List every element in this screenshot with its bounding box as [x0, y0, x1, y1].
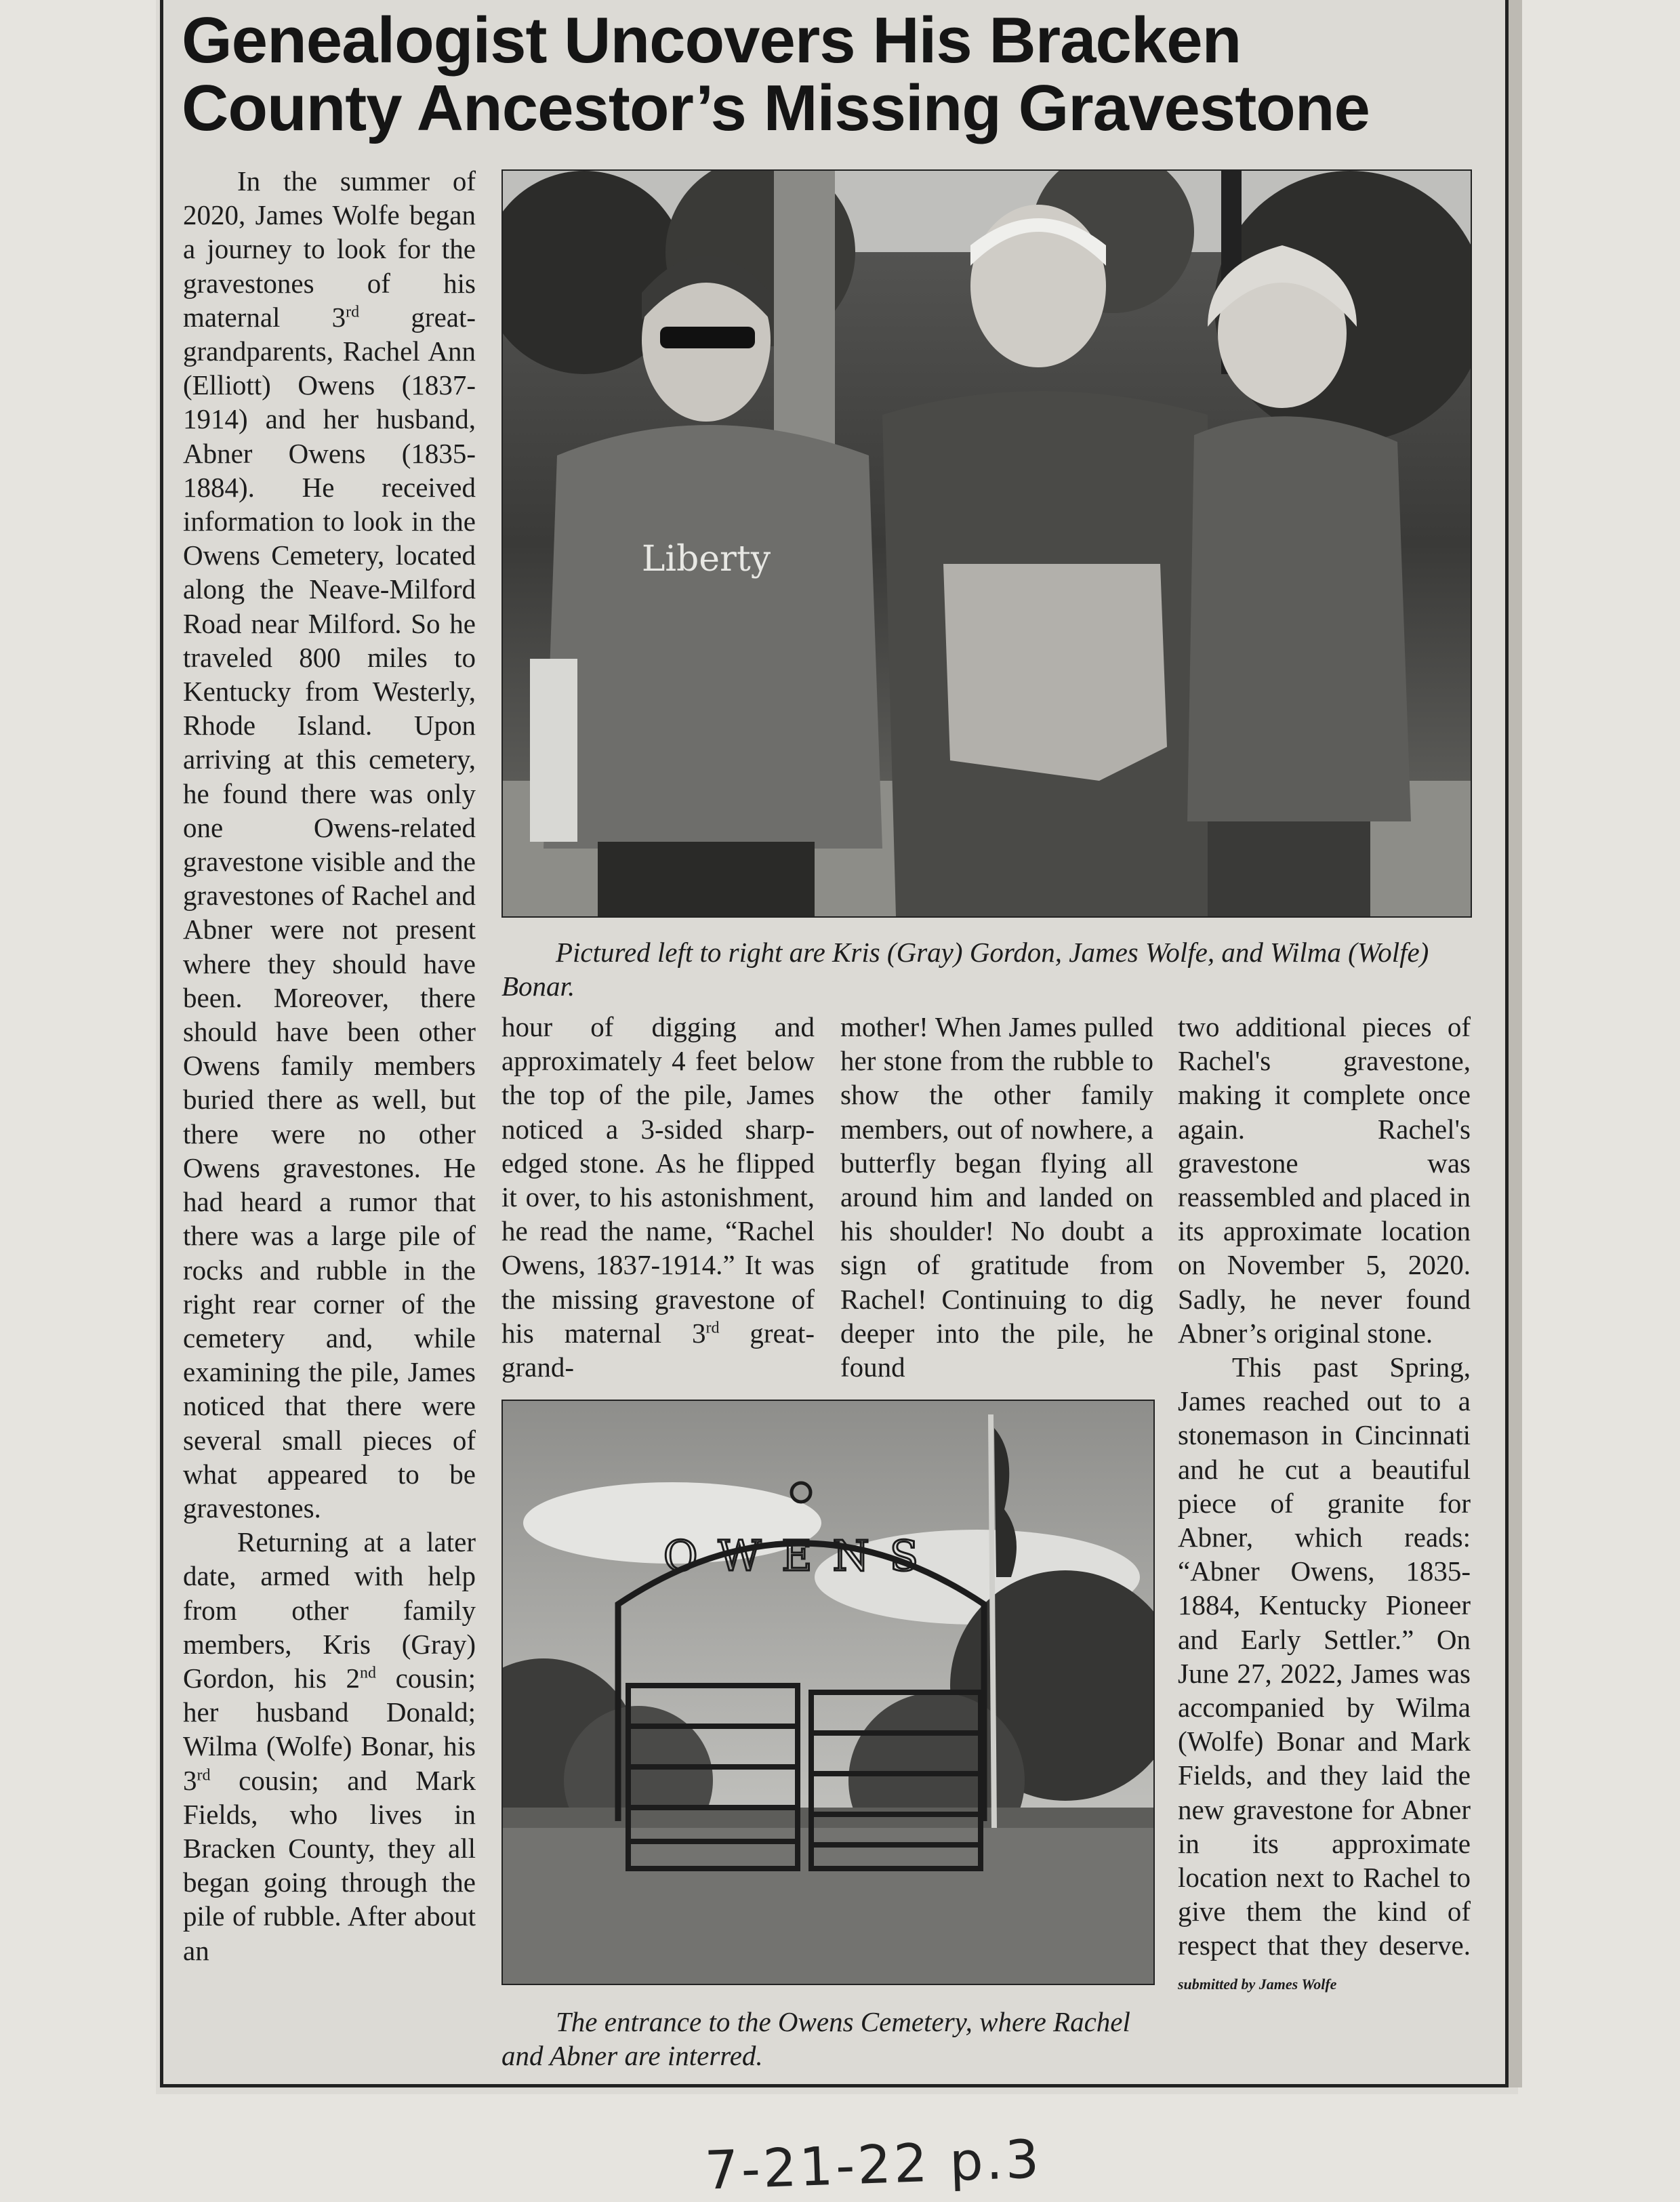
- article-column-3: [840, 1010, 1153, 1384]
- people-photo-image: [503, 171, 1471, 916]
- cemetery-entrance-image: [503, 1401, 1153, 1984]
- article-column-2: [501, 1010, 815, 1384]
- owens-sign-text: OWENS: [663, 1531, 939, 1581]
- shirt-text: Liberty: [641, 539, 771, 579]
- article-column-1: [183, 164, 476, 1967]
- column-4-paragraph-2-text: This past Spring, James reached out to a stonemason in Cincinnati and he cut a beautiful piece of granite for Abner, which reads: “Abner Owens, 1835-1884, Kentucky Pioneer and Early Settler.” On June 27, 2022, James was accompanied by Wilma (Wolfe) Bonar and Mark Fields, and they laid the new gravestone for Abner in its approximate location next to Rachel to give them the kind of respect that they deserve.: [1178, 1351, 1471, 1961]
- photo-2-caption: The entrance to the Owens Cemetery, where Rachel and Abner are interred.: [501, 2006, 1130, 2071]
- column-1-paragraph-1: In the summer of 2020, James Wolfe began a journey to look for the gravestones of his maternal 3rd great-grandparents, Rachel Ann (Elliott) Owens (1837-1914) and her husband, Abner Owens (1835-1884). He received information to look in the Owens Cemetery, located along the Neave-Milford Road near Milford. So he traveled 800 miles to Kentucky from Westerly, Rhode Island. Upon arriving at this cemetery, he found there was only one Owens-related gravestone visible and the gravestones of Rachel and Abner were not present where they should have been. Moreover, there should have been other Owens family members buried there as well, but there were no other Owens gravestones. He had heard a rumor that there was a large pile of rocks and rubble in the right rear corner of the cemetery and, while examining the pile, James noticed that there were several small pieces of what appeared to be gravestones.: [183, 165, 476, 1524]
- headline-line-2: County Ancestor’s Missing Gravestone: [182, 72, 1370, 144]
- cemetery-entrance-photo: [501, 1400, 1155, 1985]
- column-2-text: hour of digging and approximately 4 feet below the top of the pile, James noticed a 3-sided sharp-edged stone. As he flipped it over, to his astonishment, he read the name, “Rachel Owens, 1837-1914.” It was the missing gravestone of his maternal 3rd great-grand-: [501, 1011, 815, 1383]
- photo-1-caption: Pictured left to right are Kris (Gray) Gordon, James Wolfe, and Wilma (Wolfe) Bonar.: [501, 937, 1429, 1002]
- column-4-paragraph-2: [1178, 1350, 1471, 2001]
- column-4-paragraph-1: two additional pieces of Rachel's gravestone, making it complete once again. Rachel's gravestone was reassembled and placed in its approximate location on November 5, 2020. Sadly, he never found Abner’s original stone.: [1178, 1011, 1471, 1349]
- adjacent-page-edge: [1509, 0, 1522, 2087]
- column-3-text: mother! When James pulled her stone from the rubble to show the other family members, out of nowhere, a butterfly began flying all around him and landed on his shoulder! No doubt a sign of gratitude from Rachel! Continuing to dig deeper into the pile, he found: [840, 1011, 1153, 1383]
- submission-credit: submitted by James Wolfe: [1178, 1975, 1337, 1993]
- article-column-4: [1178, 1010, 1471, 2001]
- column-1-paragraph-2: Returning at a later date, armed with help from other family members, Kris (Gray) Gordon, his 2nd cousin; her husband Donald; Wilma (Wolfe) Bonar, his 3rd cousin; and Mark Fields, who lives in Bracken County, they all began going through the pile of rubble. After about an: [183, 1526, 476, 1966]
- article-headline: [182, 4, 1503, 144]
- people-photo: [501, 169, 1472, 918]
- headline-line-1: Genealogist Uncovers His Bracken: [182, 4, 1242, 77]
- handwritten-date-note: 7-21-22 p.3: [703, 2129, 1043, 2202]
